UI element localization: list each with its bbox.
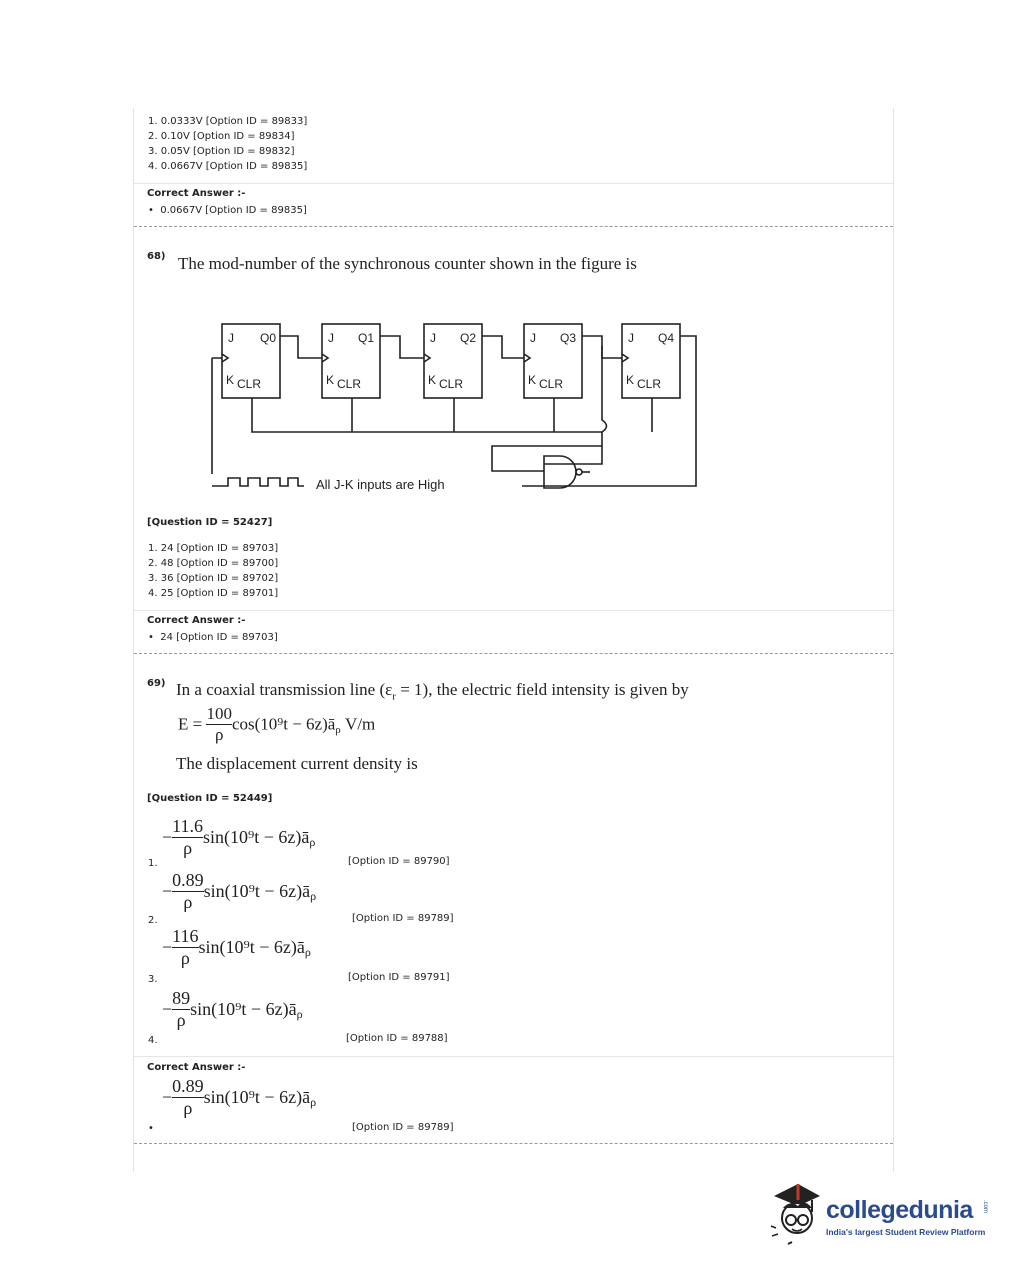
q69-equation: E = $\frac{100}{\rho}$ $\cos(10^9t - 6z)ā_\rho$ V/m: [178, 704, 376, 744]
q69-option-expr: − $\frac{0.89}{\rho}$ $\sin(10^9t - 6z)ā_\rho$: [162, 870, 317, 912]
q69-option-number: 2.: [148, 915, 158, 926]
ff2-j: J: [430, 331, 436, 345]
q69-correct-label: Correct Answer :-: [147, 1062, 246, 1073]
ff4-j: J: [628, 331, 634, 345]
brand-name: collegedunia: [826, 1196, 973, 1224]
q69-option-id: [Option ID = 89791]: [348, 972, 450, 983]
divider-dashed: [134, 226, 893, 227]
ff3-q: Q3: [560, 331, 577, 345]
q69-correct-bullet: •: [148, 1123, 154, 1134]
ff1-clr: CLR: [337, 377, 362, 391]
brand-tagline: India's largest Student Review Platform: [826, 1227, 986, 1237]
q69-number: 69): [147, 678, 166, 689]
divider: [134, 610, 893, 611]
mascot-icon: [768, 1178, 824, 1248]
q68-option: 1. 24 [Option ID = 89703]: [148, 543, 279, 554]
q67-option: 1. 0.0333V [Option ID = 89833]: [148, 116, 308, 127]
q67-correct-answer: • 0.0667V [Option ID = 89835]: [148, 205, 307, 216]
q68-options: [148, 541, 278, 601]
q68-question-id: [Question ID = 52427]: [147, 517, 273, 528]
collegedunia-logo: [768, 1176, 998, 1256]
q68-option: 4. 25 [Option ID = 89701]: [148, 588, 279, 599]
q68-correct-answer: • 24 [Option ID = 89703]: [148, 632, 278, 643]
ff1-k: K: [326, 373, 335, 387]
ff2-k: K: [428, 373, 437, 387]
q69-correct-id: [Option ID = 89789]: [352, 1122, 454, 1133]
divider-dashed: [134, 1143, 893, 1144]
q69-option-number: 4.: [148, 1035, 158, 1046]
q68-number: 68): [147, 251, 166, 262]
ff0-k: K: [226, 373, 235, 387]
q69-text-2: The displacement current density is: [176, 754, 418, 773]
ff4-clr: CLR: [637, 377, 662, 391]
q69-option-id: [Option ID = 89789]: [352, 913, 454, 924]
ff0-j: J: [228, 331, 234, 345]
ff4-q: Q4: [658, 331, 675, 345]
q69-text: In a coaxial transmission line $(\varepsilon_r = 1)$, the electric field intensity is given by: [176, 680, 689, 703]
q68-text: The mod-number of the synchronous counter shown in the figure is: [178, 254, 637, 273]
q69-option-id: [Option ID = 89788]: [346, 1033, 448, 1044]
ff1-j: J: [328, 331, 334, 345]
ff3-clr: CLR: [539, 377, 564, 391]
q67-correct-value: 0.0667V [Option ID = 89835]: [160, 205, 307, 216]
q69-question-id: [Question ID = 52449]: [147, 793, 273, 804]
divider: [134, 183, 893, 184]
ff1-q: Q1: [358, 331, 375, 345]
q67-options: [148, 114, 307, 174]
q68-correct-value: 24 [Option ID = 89703]: [160, 632, 278, 643]
divider: [134, 1056, 893, 1057]
q69-option-number: 3.: [148, 974, 158, 985]
q67-correct-label: Correct Answer :-: [147, 188, 246, 199]
q67-option: 4. 0.0667V [Option ID = 89835]: [148, 161, 308, 172]
q69-option-number: 1.: [148, 858, 158, 869]
q67-option: 2. 0.10V [Option ID = 89834]: [148, 131, 295, 142]
q69-option-id: [Option ID = 89790]: [348, 856, 450, 867]
ff2-clr: CLR: [439, 377, 464, 391]
q68-option: 3. 36 [Option ID = 89702]: [148, 573, 279, 584]
q69-option-expr: − $\frac{116}{\rho}$ $\sin(10^9t - 6z)ā_\rho$: [162, 926, 311, 968]
q67-option: 3. 0.05V [Option ID = 89832]: [148, 146, 295, 157]
divider-dashed: [134, 653, 893, 654]
ff0-q: Q0: [260, 331, 277, 345]
figure-caption: All J-K inputs are High: [316, 477, 445, 492]
q69-option-expr: − $\frac{11.6}{\rho}$ $\sin(10^9t - 6z)ā_\rho$: [162, 816, 316, 858]
ff4-k: K: [626, 373, 635, 387]
ff2-q: Q2: [460, 331, 477, 345]
ff0-clr: CLR: [237, 377, 262, 391]
q69-eq-fraction: $\frac{100}{\rho}$: [206, 704, 232, 744]
q68-correct-label: Correct Answer :-: [147, 615, 246, 626]
ff3-k: K: [528, 373, 537, 387]
ff3-j: J: [530, 331, 536, 345]
q69-correct-expr: − $\frac{0.89}{\rho}$ $\sin(10^9t - 6z)ā_\rho$: [162, 1076, 317, 1118]
document-page: [133, 108, 894, 1172]
counter-circuit-diagram: [182, 316, 712, 496]
q68-option: 2. 48 [Option ID = 89700]: [148, 558, 279, 569]
q69-option-expr: − $\frac{89}{\rho}$ $\sin(10^9t - 6z)ā_\rho$: [162, 988, 303, 1030]
brand-suffix: .com: [982, 1200, 988, 1214]
